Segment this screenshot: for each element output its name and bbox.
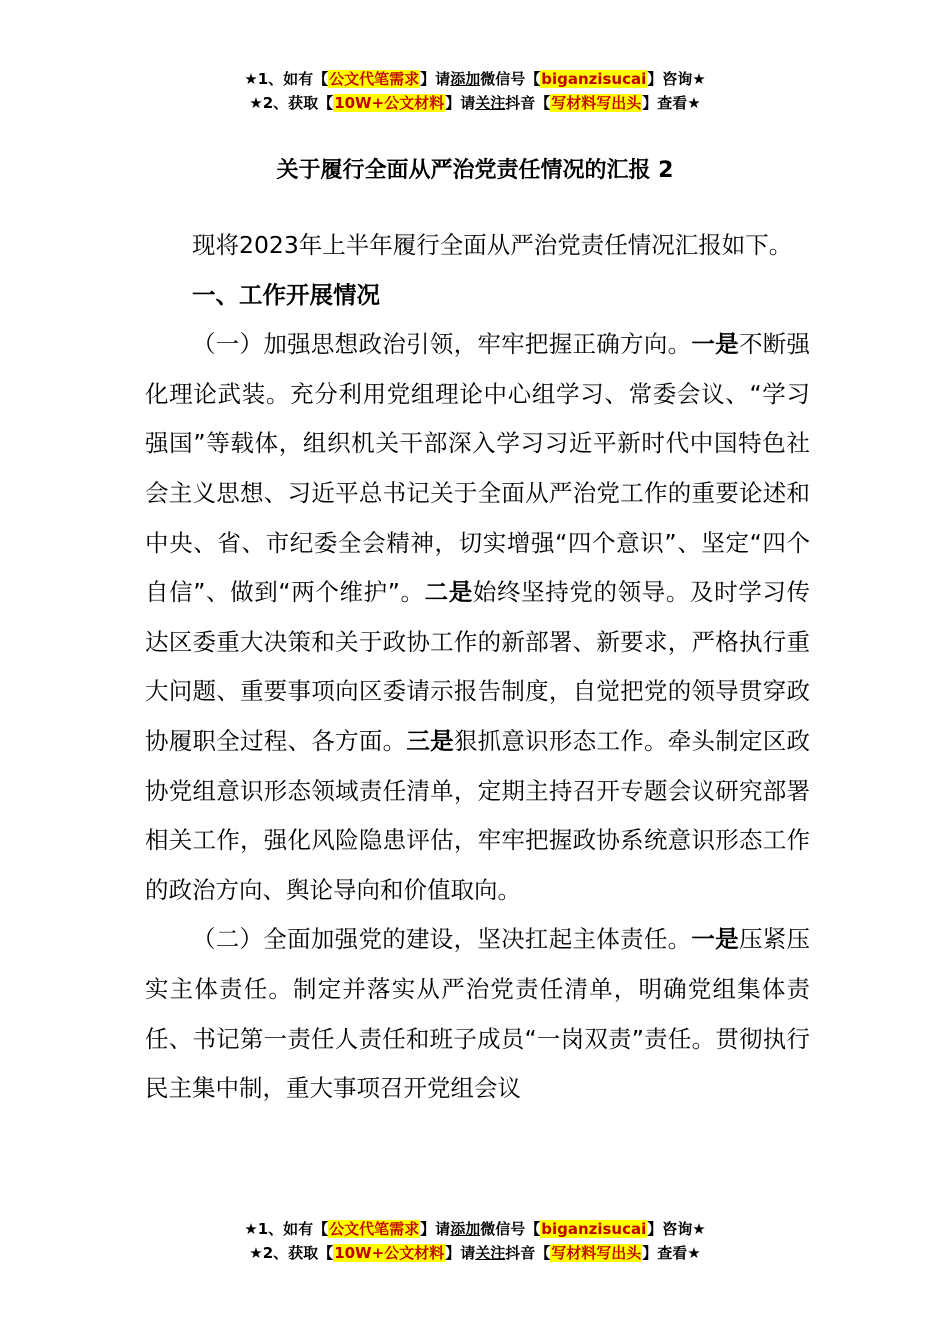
banner-line-2 bbox=[0, 1241, 950, 1265]
paragraph-lead: （二）全面加强党的建设，坚决扛起主体责任。 bbox=[192, 925, 692, 954]
banner-highlight: biganzisucai bbox=[541, 1220, 647, 1238]
banner-underline: 添加 bbox=[450, 1220, 481, 1238]
banner-text: 】请 bbox=[445, 94, 476, 112]
paragraph-text: 始终坚持党的领导。及时学习传达区委重大决策和关于政协工作的新部署、新要求，严格执行重大问题、重要事项向区委请示报告制度，自觉把党的领导贯穿政协履职全过程、各方面。 bbox=[145, 578, 811, 755]
banner-highlight: 10W+公文材料 bbox=[334, 1244, 445, 1262]
keyword-first: 一是 bbox=[691, 330, 739, 359]
banner-text: 】查看★ bbox=[642, 94, 701, 112]
banner-highlight: biganzisucai bbox=[541, 70, 647, 88]
banner-text: ★2、获取【 bbox=[249, 1244, 334, 1262]
banner-highlight: 公文代笔需求 bbox=[329, 70, 420, 88]
banner-text: 】咨询★ bbox=[647, 1220, 706, 1238]
banner-line-1 bbox=[0, 1217, 950, 1241]
paragraph-lead: （一）加强思想政治引领，牢牢把握正确方向。 bbox=[192, 330, 692, 359]
banner-underline: 关注 bbox=[475, 94, 506, 112]
banner-highlight: 写材料写出头 bbox=[551, 1244, 642, 1262]
paragraph-1 bbox=[145, 320, 810, 915]
banner-text: 】请 bbox=[420, 1220, 451, 1238]
banner-text: ★1、如有【 bbox=[244, 1220, 329, 1238]
paragraph-2 bbox=[145, 915, 810, 1113]
section-heading: 一、工作开展情况 bbox=[192, 280, 380, 309]
banner-text: 抖音【 bbox=[505, 1244, 551, 1262]
intro-paragraph: 现将2023年上半年履行全面从严治党责任情况汇报如下。 bbox=[192, 231, 793, 259]
banner-text: 微信号【 bbox=[480, 70, 541, 88]
paragraph-text: 狠抓意识形态工作。牵头制定区政协党组意识形态领域责任清单，定期主持召开专题会议研究部署相关工作，强化风险隐患评估，牢牢把握政协系统意识形态工作的政治方向、舆论导向和价值取向。 bbox=[145, 726, 811, 904]
banner-highlight: 写材料写出头 bbox=[551, 94, 642, 112]
banner-text: 】咨询★ bbox=[647, 70, 706, 88]
banner-line-2 bbox=[0, 91, 950, 115]
header-banner bbox=[0, 67, 950, 115]
keyword-third: 三是 bbox=[406, 726, 454, 755]
keyword-second: 二是 bbox=[424, 578, 473, 607]
banner-text: ★1、如有【 bbox=[244, 70, 329, 88]
banner-text: ★2、获取【 bbox=[249, 94, 334, 112]
paragraph-text: 不断强化理论武装。充分利用党组理论中心组学习、常委会议、“学习强国”等载体，组织机关干部深入学习习近平新时代中国特色社会主义思想、习近平总书记关于全面从严治党工作的重要论述和中央、省、市纪委全会精神，切实增强“四个意识”、坚定“四个自信”、做到“两个维护”。 bbox=[145, 330, 811, 607]
banner-text: 抖音【 bbox=[505, 94, 551, 112]
document-body bbox=[145, 221, 810, 1114]
banner-underline: 关注 bbox=[475, 1244, 506, 1262]
keyword-first: 一是 bbox=[691, 925, 739, 954]
footer-banner bbox=[0, 1217, 950, 1265]
banner-text: 】请 bbox=[445, 1244, 476, 1262]
banner-underline: 添加 bbox=[450, 70, 481, 88]
banner-highlight: 公文代笔需求 bbox=[329, 1220, 420, 1238]
banner-line-1 bbox=[0, 67, 950, 91]
banner-text: 微信号【 bbox=[480, 1220, 541, 1238]
banner-text: 】请 bbox=[420, 70, 451, 88]
document-title: 关于履行全面从严治党责任情况的汇报 2 bbox=[276, 158, 674, 183]
paragraph-text: 压紧压实主体责任。制定并落实从严治党责任清单，明确党组集体责任、书记第一责任人责任和班子成员“一岗双责”责任。贯彻执行民主集中制，重大事项召开党组会议 bbox=[145, 925, 811, 1103]
banner-text: 】查看★ bbox=[642, 1244, 701, 1262]
banner-highlight: 10W+公文材料 bbox=[334, 94, 445, 112]
